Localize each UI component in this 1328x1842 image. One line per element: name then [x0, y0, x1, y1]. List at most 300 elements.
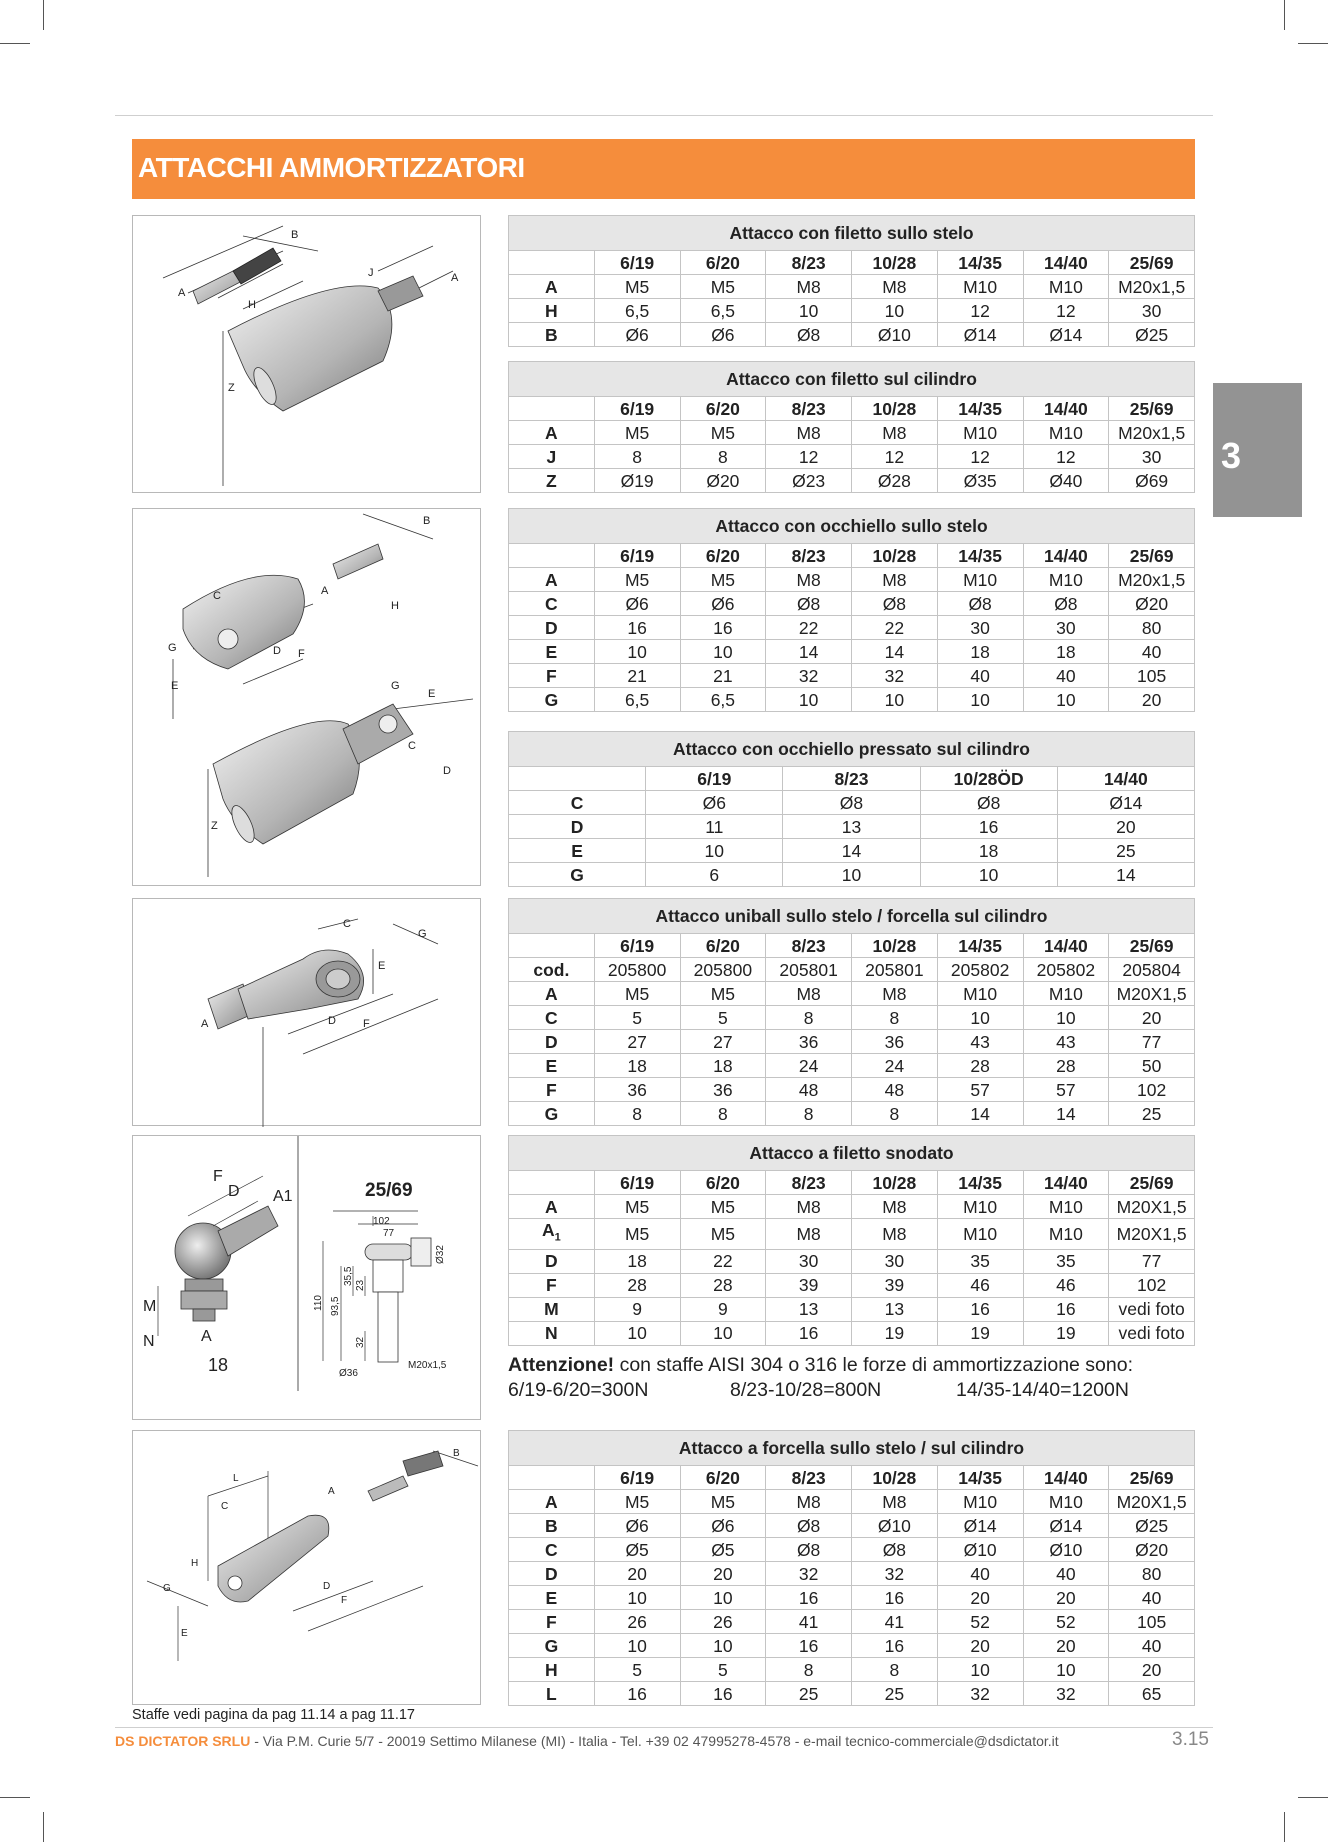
table-cell: M8	[766, 1490, 852, 1514]
row-label: A	[509, 982, 595, 1006]
table-cell: Ø8	[937, 592, 1023, 616]
table-cell: 25/69	[1109, 1466, 1195, 1490]
table-cell: 10	[594, 1634, 680, 1658]
table-cell: 105	[1109, 664, 1195, 688]
table-cell: 10	[852, 299, 938, 323]
table-cell: 6,5	[680, 299, 766, 323]
table-fork-attachment	[508, 1430, 1195, 1706]
svg-text:A: A	[178, 287, 186, 299]
table-cell: 6/20	[680, 1171, 766, 1195]
table-cell: 16	[680, 616, 766, 640]
row-label: E	[509, 1054, 595, 1078]
table-cell: Ø8	[766, 323, 852, 347]
svg-text:F: F	[363, 1018, 370, 1030]
row-label: C	[509, 1006, 595, 1030]
top-rule	[115, 115, 1213, 116]
table-row	[509, 688, 1195, 712]
row-label: F	[509, 1078, 595, 1102]
table-title: Attacco a forcella sullo stelo / sul cilindro	[509, 1431, 1195, 1466]
table-row	[509, 1102, 1195, 1126]
svg-text:F: F	[298, 648, 305, 660]
table-cell: 6,5	[594, 688, 680, 712]
table-cell: M10	[1023, 421, 1109, 445]
row-label: G	[509, 863, 646, 887]
table-cell: 10/28	[852, 934, 938, 958]
table-row	[509, 958, 1195, 982]
table-cell: 43	[937, 1030, 1023, 1054]
svg-text:G: G	[168, 642, 177, 654]
table-cell: M5	[680, 568, 766, 592]
row-label: A	[509, 1490, 595, 1514]
svg-text:Ø32: Ø32	[435, 1245, 446, 1264]
table-cell: M8	[766, 421, 852, 445]
table-row	[509, 815, 1195, 839]
svg-text:D: D	[443, 765, 451, 777]
table-cell: 8/23	[766, 934, 852, 958]
table-cell: 205802	[1023, 958, 1109, 982]
table-cell: 16	[937, 1297, 1023, 1321]
svg-text:93,5: 93,5	[330, 1296, 341, 1316]
svg-text:A: A	[201, 1018, 209, 1030]
table-eyelet-on-rod	[508, 508, 1195, 712]
row-label: N	[509, 1321, 595, 1345]
table-cell: 80	[1109, 616, 1195, 640]
table-cell: 6,5	[594, 299, 680, 323]
chapter-tab	[1213, 383, 1302, 517]
table-cell: 40	[937, 664, 1023, 688]
table-cell: M8	[766, 568, 852, 592]
table-cell: 8	[766, 1658, 852, 1682]
table-cell: 10	[937, 1006, 1023, 1030]
svg-text:A: A	[321, 585, 329, 597]
table-header-row	[509, 1171, 1195, 1195]
company-contact: - Via P.M. Curie 5/7 - 20019 Settimo Milanese (MI) - Italia - Tel. +39 02 47995278-4578 - e-mail tecnico-commerciale@dsdictator.it	[250, 1733, 1059, 1749]
table-cell: 10	[594, 1321, 680, 1345]
table-cell: 30	[852, 1249, 938, 1273]
table-cell: 8	[680, 1102, 766, 1126]
table-cell: M10	[937, 568, 1023, 592]
force-value: 6/19-6/20=300N	[508, 1379, 649, 1401]
table-cell: 10	[766, 688, 852, 712]
table-cell: 30	[1109, 445, 1195, 469]
table-cell: M8	[766, 275, 852, 299]
table-cell: 40	[1109, 1586, 1195, 1610]
table-cell: Ø14	[937, 323, 1023, 347]
table-cell: 22	[680, 1249, 766, 1273]
svg-text:23: 23	[355, 1279, 366, 1291]
table-cell: 16	[680, 1682, 766, 1706]
table-cell: Ø20	[1109, 592, 1195, 616]
table-cell: 25	[852, 1682, 938, 1706]
row-label: A	[509, 275, 595, 299]
drawing-panel-threaded	[132, 215, 481, 493]
table-cell: 14/35	[937, 1171, 1023, 1195]
svg-text:Z: Z	[228, 382, 235, 394]
table-cell: 14/35	[937, 544, 1023, 568]
table-cell: M5	[680, 275, 766, 299]
table-cell: Ø6	[680, 323, 766, 347]
row-label: H	[509, 299, 595, 323]
table-cell: 6/20	[680, 1466, 766, 1490]
table-cell: 77	[1109, 1030, 1195, 1054]
table-cell: 25/69	[1109, 397, 1195, 421]
table-cell: M5	[594, 1490, 680, 1514]
table-cell: 10	[680, 1321, 766, 1345]
table-cell: 10	[766, 299, 852, 323]
svg-text:Ø36: Ø36	[339, 1368, 358, 1379]
table-cell: 102	[1109, 1273, 1195, 1297]
table-cell: 11	[646, 815, 783, 839]
table-cell: 10/28	[852, 544, 938, 568]
table-cell: M5	[680, 1490, 766, 1514]
table-cell: 32	[852, 1562, 938, 1586]
table-cell: Ø8	[766, 1514, 852, 1538]
row-label: D	[509, 616, 595, 640]
table-cell: 8/23	[766, 544, 852, 568]
row-label: G	[509, 688, 595, 712]
svg-text:C: C	[343, 918, 351, 930]
table-cell: 32	[766, 1562, 852, 1586]
table-cell: 20	[1109, 1006, 1195, 1030]
table-cell: M5	[594, 1219, 680, 1250]
row-label: C	[509, 592, 595, 616]
table-cell: M8	[852, 275, 938, 299]
table-cell: 28	[594, 1273, 680, 1297]
svg-text:25/69: 25/69	[365, 1180, 413, 1201]
svg-text:H: H	[391, 600, 399, 612]
table-cell: 14	[783, 839, 920, 863]
table-row	[509, 791, 1195, 815]
table-cell: 35	[1023, 1249, 1109, 1273]
table-cell: 10	[852, 688, 938, 712]
table-row	[509, 275, 1195, 299]
table-cell: 16	[852, 1634, 938, 1658]
svg-text:D: D	[273, 645, 281, 657]
table-row	[509, 1610, 1195, 1634]
svg-text:L: L	[233, 1473, 239, 1484]
table-cell: 6/19	[594, 251, 680, 275]
table-cell: 10	[937, 688, 1023, 712]
row-label	[509, 767, 646, 791]
table-cell: Ø6	[594, 592, 680, 616]
table-cell: 12	[1023, 445, 1109, 469]
table-cell: M10	[1023, 982, 1109, 1006]
svg-text:E: E	[171, 680, 179, 692]
row-label: A	[509, 421, 595, 445]
table-cell: 5	[680, 1658, 766, 1682]
row-label: F	[509, 664, 595, 688]
row-label: E	[509, 640, 595, 664]
svg-text:A: A	[201, 1328, 212, 1345]
table-row	[509, 299, 1195, 323]
table-cell: M10	[1023, 1219, 1109, 1250]
table-cell: 6,5	[680, 688, 766, 712]
svg-text:32: 32	[355, 1336, 366, 1348]
table-cell: 52	[1023, 1610, 1109, 1634]
table-cell: 18	[680, 1054, 766, 1078]
table-cell: 102	[1109, 1078, 1195, 1102]
row-label: G	[509, 1102, 595, 1126]
crop-mark	[43, 1812, 44, 1842]
svg-text:B: B	[291, 229, 299, 241]
table-cell: 6/19	[646, 767, 783, 791]
table-header-row	[509, 251, 1195, 275]
table-header-row	[509, 397, 1195, 421]
table-cell: Ø10	[937, 1538, 1023, 1562]
table-cell: Ø8	[852, 1538, 938, 1562]
crop-mark	[1298, 1797, 1328, 1798]
table-cell: M10	[937, 1195, 1023, 1219]
table-cell: 80	[1109, 1562, 1195, 1586]
svg-text:E: E	[378, 960, 386, 972]
table-cell: 10/28	[852, 1466, 938, 1490]
table-row	[509, 1219, 1195, 1250]
table-cell: 13	[783, 815, 920, 839]
drawing-panel-ball-joint	[132, 1135, 481, 1420]
table-row	[509, 1078, 1195, 1102]
table-cell: M20x1,5	[1109, 421, 1195, 445]
table-cell: 16	[594, 1682, 680, 1706]
svg-text:J: J	[368, 267, 374, 279]
table-cell: 21	[680, 664, 766, 688]
table-cell: Ø19	[594, 469, 680, 493]
table-cell: 25/69	[1109, 1171, 1195, 1195]
row-label	[509, 1466, 595, 1490]
table-cell: Ø8	[920, 791, 1057, 815]
table-cell: 18	[920, 839, 1057, 863]
table-row	[509, 640, 1195, 664]
svg-text:D: D	[323, 1581, 331, 1592]
page-number: 3.15	[1172, 1729, 1209, 1750]
table-cell: 14	[1023, 1102, 1109, 1126]
table-cell: 28	[937, 1054, 1023, 1078]
table-cell: M10	[1023, 1195, 1109, 1219]
table-cell: 13	[852, 1297, 938, 1321]
table-cell: 30	[766, 1249, 852, 1273]
table-row	[509, 1538, 1195, 1562]
table-cell: 14/35	[937, 1466, 1023, 1490]
table-row	[509, 1562, 1195, 1586]
table-cell: 65	[1109, 1682, 1195, 1706]
warning-label: Attenzione!	[508, 1354, 615, 1376]
row-label	[509, 934, 595, 958]
table-cell: M8	[766, 982, 852, 1006]
page-title: ATTACCHI AMMORTIZZATORI	[138, 152, 525, 183]
table-cell: 43	[1023, 1030, 1109, 1054]
table-cell: M8	[852, 982, 938, 1006]
force-value: 14/35-14/40=1200N	[956, 1379, 1129, 1401]
table-ball-joint-thread	[508, 1135, 1195, 1346]
table-cell: 20	[1057, 815, 1194, 839]
eyelet-attachment-drawing-icon	[133, 509, 482, 887]
table-cell: 6/19	[594, 1171, 680, 1195]
table-cell: 14/40	[1023, 1466, 1109, 1490]
table-cell: 5	[594, 1658, 680, 1682]
table-cell: 14/40	[1023, 934, 1109, 958]
table-cell: Ø10	[852, 1514, 938, 1538]
row-label: G	[509, 1634, 595, 1658]
table-cell: M20X1,5	[1109, 1195, 1195, 1219]
table-cell: 10	[783, 863, 920, 887]
table-title: Attacco con occhiello sullo stelo	[509, 509, 1195, 544]
table-cell: 205801	[766, 958, 852, 982]
footer	[115, 1733, 1059, 1749]
table-cell: 25/69	[1109, 934, 1195, 958]
table-cell: 36	[594, 1078, 680, 1102]
table-cell: 14/40	[1023, 544, 1109, 568]
table-cell: 14/35	[937, 251, 1023, 275]
table-cell: 20	[1109, 688, 1195, 712]
svg-text:102: 102	[373, 1216, 390, 1227]
table-cell: M5	[594, 421, 680, 445]
table-cell: 57	[937, 1078, 1023, 1102]
table-cell: 16	[766, 1321, 852, 1345]
svg-text:C: C	[221, 1501, 229, 1512]
warning-text: con staffe AISI 304 o 316 le forze di ammortizzazione sono:	[614, 1354, 1134, 1376]
table-cell: 40	[1109, 640, 1195, 664]
table-cell: 24	[852, 1054, 938, 1078]
row-label	[509, 1171, 595, 1195]
table-cell: 8	[594, 445, 680, 469]
table-cell: 205800	[680, 958, 766, 982]
row-label	[509, 397, 595, 421]
svg-text:G: G	[163, 1583, 171, 1594]
table-cell: 9	[594, 1297, 680, 1321]
table-cell: 10	[680, 640, 766, 664]
section-title-bar	[132, 139, 1195, 199]
crop-mark	[43, 0, 44, 30]
crop-mark	[1284, 0, 1285, 30]
table-cell: 48	[852, 1078, 938, 1102]
table-cell: Ø8	[852, 592, 938, 616]
table-cell: M8	[852, 1195, 938, 1219]
row-label: E	[509, 839, 646, 863]
table-cell: 14	[937, 1102, 1023, 1126]
table-row	[509, 469, 1195, 493]
brackets-reference-note: Staffe vedi pagina da pag 11.14 a pag 11.17	[132, 1707, 415, 1723]
table-cell: Ø8	[783, 791, 920, 815]
table-cell: 18	[1023, 640, 1109, 664]
table-cell: 24	[766, 1054, 852, 1078]
row-label: D	[509, 1249, 595, 1273]
table-cell: 6/20	[680, 544, 766, 568]
table-cell: 39	[852, 1273, 938, 1297]
table-cell: 8/23	[766, 1171, 852, 1195]
svg-text:18: 18	[208, 1355, 229, 1375]
table-cell: Ø8	[766, 1538, 852, 1562]
table-cell: 6/20	[680, 397, 766, 421]
svg-text:D: D	[228, 1183, 240, 1200]
table-cell: 10	[594, 1586, 680, 1610]
table-cell: 36	[766, 1030, 852, 1054]
table-cell: 8	[766, 1102, 852, 1126]
table-thread-on-rod	[508, 215, 1195, 347]
row-label: A	[509, 568, 595, 592]
table-header-row	[509, 544, 1195, 568]
table-cell: M20X1,5	[1109, 1490, 1195, 1514]
svg-text:C: C	[213, 590, 221, 602]
svg-text:N: N	[143, 1333, 155, 1350]
table-cell: M5	[680, 1195, 766, 1219]
table-cell: Ø6	[646, 791, 783, 815]
table-cell: 10	[920, 863, 1057, 887]
table-cell: 16	[1023, 1297, 1109, 1321]
table-cell: 27	[680, 1030, 766, 1054]
table-row	[509, 1490, 1195, 1514]
table-cell: M8	[766, 1195, 852, 1219]
table-cell: 10	[680, 1634, 766, 1658]
crop-mark	[0, 43, 30, 44]
svg-text:M20x1,5: M20x1,5	[408, 1360, 447, 1371]
table-cell: M20x1,5	[1109, 568, 1195, 592]
table-row	[509, 664, 1195, 688]
table-cell: 41	[766, 1610, 852, 1634]
table-title: Attacco con filetto sul cilindro	[509, 362, 1195, 397]
table-cell: 36	[680, 1078, 766, 1102]
table-cell: 8/23	[766, 1466, 852, 1490]
crop-mark	[1284, 1812, 1285, 1842]
table-cell: 5	[680, 1006, 766, 1030]
company-name: DS DICTATOR SRLU	[115, 1733, 251, 1749]
table-row	[509, 1249, 1195, 1273]
table-title: Attacco con filetto sullo stelo	[509, 216, 1195, 251]
table-cell: Ø23	[766, 469, 852, 493]
table-cell: 48	[766, 1078, 852, 1102]
table-cell: 32	[766, 664, 852, 688]
table-cell: M8	[852, 568, 938, 592]
table-cell: 30	[1023, 616, 1109, 640]
table-cell: M10	[1023, 568, 1109, 592]
table-title: Attacco a filetto snodato	[509, 1136, 1195, 1171]
table-cell: 10/28ÖD	[920, 767, 1057, 791]
table-cell: 20	[1023, 1586, 1109, 1610]
table-row	[509, 1321, 1195, 1345]
table-cell: 16	[920, 815, 1057, 839]
svg-text:35,5: 35,5	[343, 1266, 354, 1286]
table-cell: M5	[680, 1219, 766, 1250]
table-cell: Ø5	[680, 1538, 766, 1562]
table-cell: Ø25	[1109, 323, 1195, 347]
row-label: M	[509, 1297, 595, 1321]
table-cell: 18	[594, 1249, 680, 1273]
table-cell: 18	[937, 640, 1023, 664]
table-cell: 19	[937, 1321, 1023, 1345]
table-cell: 10/28	[852, 1171, 938, 1195]
drawing-panel-clevis	[132, 1430, 481, 1705]
table-cell: 6	[646, 863, 783, 887]
table-cell: M5	[594, 1195, 680, 1219]
svg-text:F: F	[213, 1168, 223, 1185]
table-row	[509, 982, 1195, 1006]
row-label: D	[509, 1030, 595, 1054]
table-cell: 10	[1023, 1658, 1109, 1682]
table-cell: 16	[766, 1634, 852, 1658]
table-cell: M10	[937, 275, 1023, 299]
table-cell: 205801	[852, 958, 938, 982]
table-cell: 20	[594, 1562, 680, 1586]
table-cell: 8/23	[766, 251, 852, 275]
table-header-row	[509, 1466, 1195, 1490]
row-label: E	[509, 1586, 595, 1610]
svg-text:110: 110	[313, 1295, 324, 1311]
table-row	[509, 863, 1195, 887]
table-cell: 40	[1023, 664, 1109, 688]
table-cell: Ø8	[766, 592, 852, 616]
table-cell: 12	[937, 299, 1023, 323]
row-label: D	[509, 815, 646, 839]
table-cell: 9	[680, 1297, 766, 1321]
table-cell: Ø40	[1023, 469, 1109, 493]
